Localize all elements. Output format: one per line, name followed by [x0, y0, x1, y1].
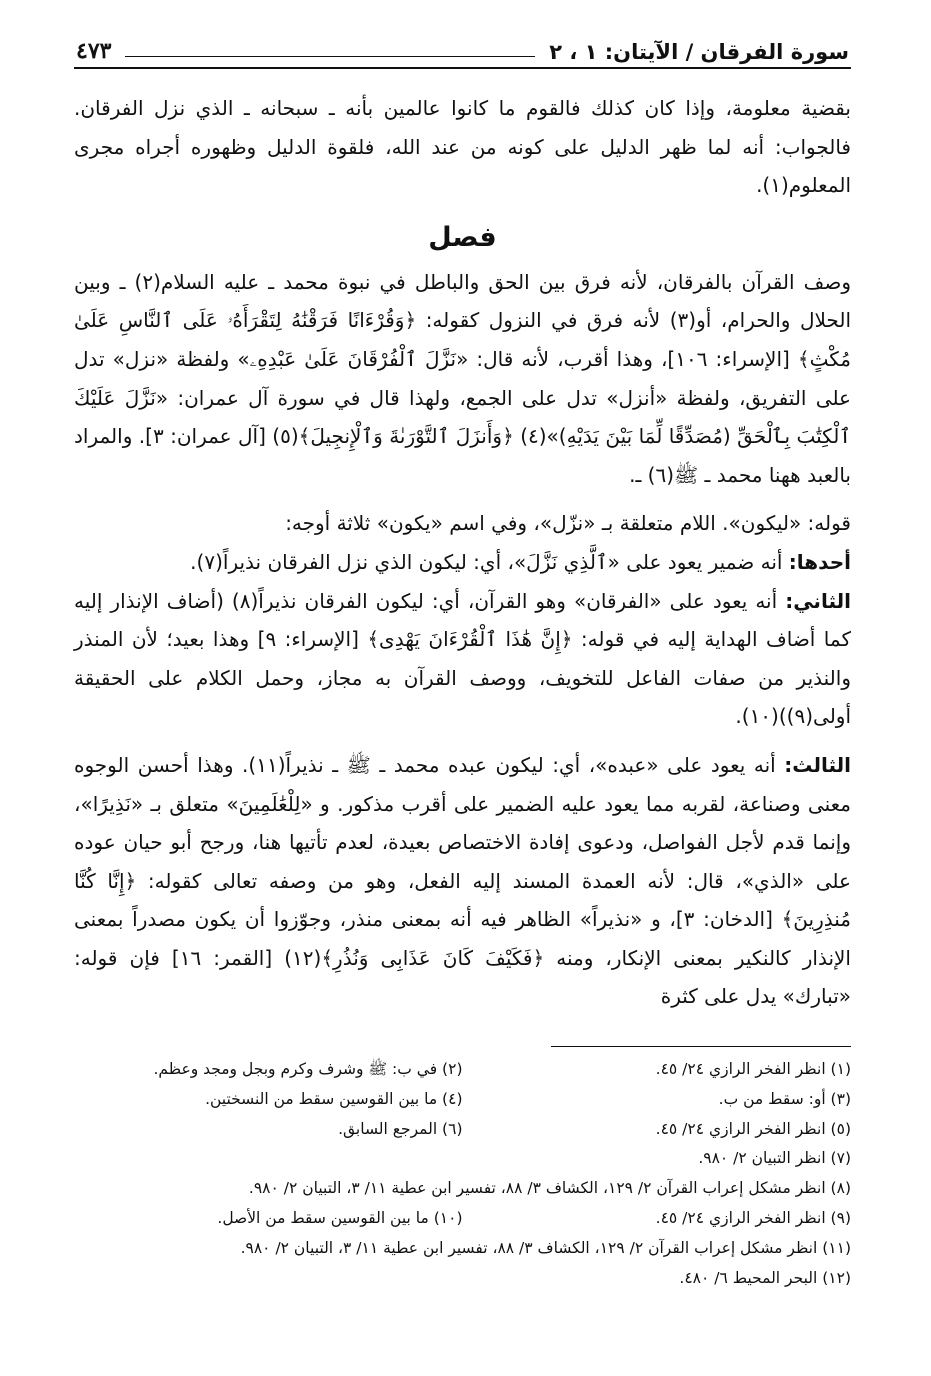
footnote-9: (٩) انظر الفخر الرازي ٢٤/ ٤٥.: [655, 1209, 851, 1228]
second-view-paragraph: [74, 582, 851, 736]
footnote-row: [74, 1085, 851, 1115]
second-view-label: الثاني:: [785, 588, 851, 613]
footnote-7: (٧) انظر التبيان ٢/ ٩٨٠.: [698, 1149, 851, 1168]
footnotes: [74, 1046, 851, 1293]
header-dash-line: [125, 56, 535, 57]
first-view-paragraph: [74, 543, 851, 582]
second-view-text: أنه يعود على «الفرقان» وهو القرآن، أي: ليكون الفرقان نذيراً(٨) (أضاف الإنذار إليه كما أضاف الهداية إليه في قوله: ﴿إِنَّ هَٰذَا ٱلْقُرْءَانَ يَهْدِى﴾ [الإسراء: ٩] وهذا بعيد؛ لأن المنذر والنذير من صفات الفاعل للتخويف، ووصف القرآن به مجاز، وحمل الكلام على الحقيقة أولى(٩))(١٠).: [74, 588, 851, 729]
footnote-2: (٢) في ب: ﷺ وشرف وكرم وبجل ومجد وعظم.: [153, 1060, 463, 1079]
third-view-paragraph: [74, 746, 851, 1016]
footnote-row: [74, 1115, 851, 1145]
footnote-11: (١١) انظر مشكل إعراب القرآن ٢/ ١٢٩، الكشاف ٣/ ٨٨، تفسير ابن عطية ١١/ ٣، التبيان ٢/ ٩٨٠.: [240, 1238, 851, 1257]
running-header: [74, 32, 851, 69]
footnote-separator: [551, 1046, 851, 1047]
footnote-row: [74, 1055, 851, 1085]
furqan-paragraph: وصف القرآن بالفرقان، لأنه فرق بين الحق والباطل في نبوة محمد ـ عليه السلام(٢) ـ وبين الحلال والحرام، أو(٣) لأنه فرق في النزول كقوله: ﴿وَقُرْءَانًا فَرَقْنَٰهُ لِتَقْرَأَهُۥ عَلَى ٱلنَّاسِ عَلَىٰ مُكْثٍ﴾ [الإسراء: ١٠٦]، وهذا أقرب، لأنه قال: «نَزَّلَ ٱلْفُرْقَانَ عَلَىٰ عَبْدِهِۦ» ولفظة «نزل» تدل على التفريق، ولفظة «أنزل» تدل على الجمع، ولهذا قال في سورة آل عمران: «نَزَّلَ عَلَيْكَ ٱلْكِتَٰبَ بِٱلْحَقِّ (مُصَدِّقًا لِّمَا بَيْنَ يَدَيْهِ)»(٤) ﴿وَأَنزَلَ ٱلتَّوْرَىٰةَ وَٱلْإِنجِيلَ﴾(٥) [آل عمران: ٣]. والمراد بالعبد ههنا محمد ـ ﷺ(٦) ـ.: [74, 269, 852, 487]
surah-title: سورة الفرقان / الآيتان: ١ ، ٢: [549, 40, 849, 64]
third-view-label: الثالث:: [784, 752, 851, 777]
section-heading: فصل: [428, 221, 497, 253]
main-text: [74, 89, 851, 1016]
qawluhu-paragraph: قوله: «ليكون». اللام متعلقة بـ «نزّل»، وفي اسم «يكون» ثلاثة أوجه:: [285, 511, 851, 536]
book-page: [74, 32, 851, 1293]
footnote-8: (٨) انظر مشكل إعراب القرآن ٢/ ١٢٩، الكشاف ٣/ ٨٨، تفسير ابن عطية ١١/ ٣، التبيان ٢/ ٩٨٠.: [248, 1179, 851, 1198]
footnote-6: (٦) المرجع السابق.: [338, 1119, 463, 1138]
footnote-4: (٤) ما بين القوسين سقط من النسختين.: [205, 1089, 463, 1108]
footnote-5: (٥) انظر الفخر الرازي ٢٤/ ٤٥.: [655, 1119, 851, 1138]
first-view-text: أنه ضمير يعود على «ٱلَّذِي نَزَّلَ»، أي: ليكون الذي نزل الفرقان نذيراً(٧).: [190, 549, 789, 574]
footnote-10: (١٠) ما بين القوسين سقط من الأصل.: [217, 1209, 463, 1228]
third-view-text: أنه يعود على «عبده»، أي: ليكون عبده محمد ـ ﷺ ـ نذيراً(١١). وهذا أحسن الوجوه معنى وصناعة، لقربه مما يعود عليه الضمير على أقرب مذكور. و «لِلْعَٰلَمِينَ» متعلق بـ «نَذِيرًا»، وإنما قدم لأجل الفواصل، ودعوى إفادة الاختصاص بعيدة، لعدم تأتيها هنا، ورجح أبو حيان عوده على «الذي»، قال: لأنه العمدة المسند إليه الفعل، وهو من وصفه تعالى كقوله: ﴿إِنَّا كُنَّا مُنذِرِينَ﴾ [الدخان: ٣]، و «نذيراً» الظاهر فيه أنه بمعنى منذر، وجوّزوا أن يكون مصدراً بمعنى الإنذار كالنكير بمعنى الإنكار، ومنه ﴿فَكَيْفَ كَانَ عَذَابِى وَنُذُرِ﴾(١٢) [القمر: ١٦] فإن قوله: «تبارك» يدل على كثرة: [74, 752, 851, 1009]
footnote-3: (٣) أو: سقط من ب.: [718, 1089, 851, 1108]
footnote-row: [74, 1204, 851, 1234]
page-number: ٤٧٣: [76, 38, 112, 64]
footnote-1: (١) انظر الفخر الرازي ٢٤/ ٤٥.: [655, 1060, 851, 1079]
footnote-12: (١٢) البحر المحيط ٦/ ٤٨٠.: [679, 1268, 851, 1287]
intro-paragraph: بقضية معلومة، وإذا كان كذلك فالقوم ما كانوا عالمين بأنه ـ سبحانه ـ الذي نزل الفرقان. فالجواب: أنه لما ظهر الدليل على كونه من عند الله، فلقوة الدليل وظهوره أجراه مجرى المعلوم(١).: [74, 96, 851, 198]
first-view-label: أحدها:: [788, 549, 851, 574]
